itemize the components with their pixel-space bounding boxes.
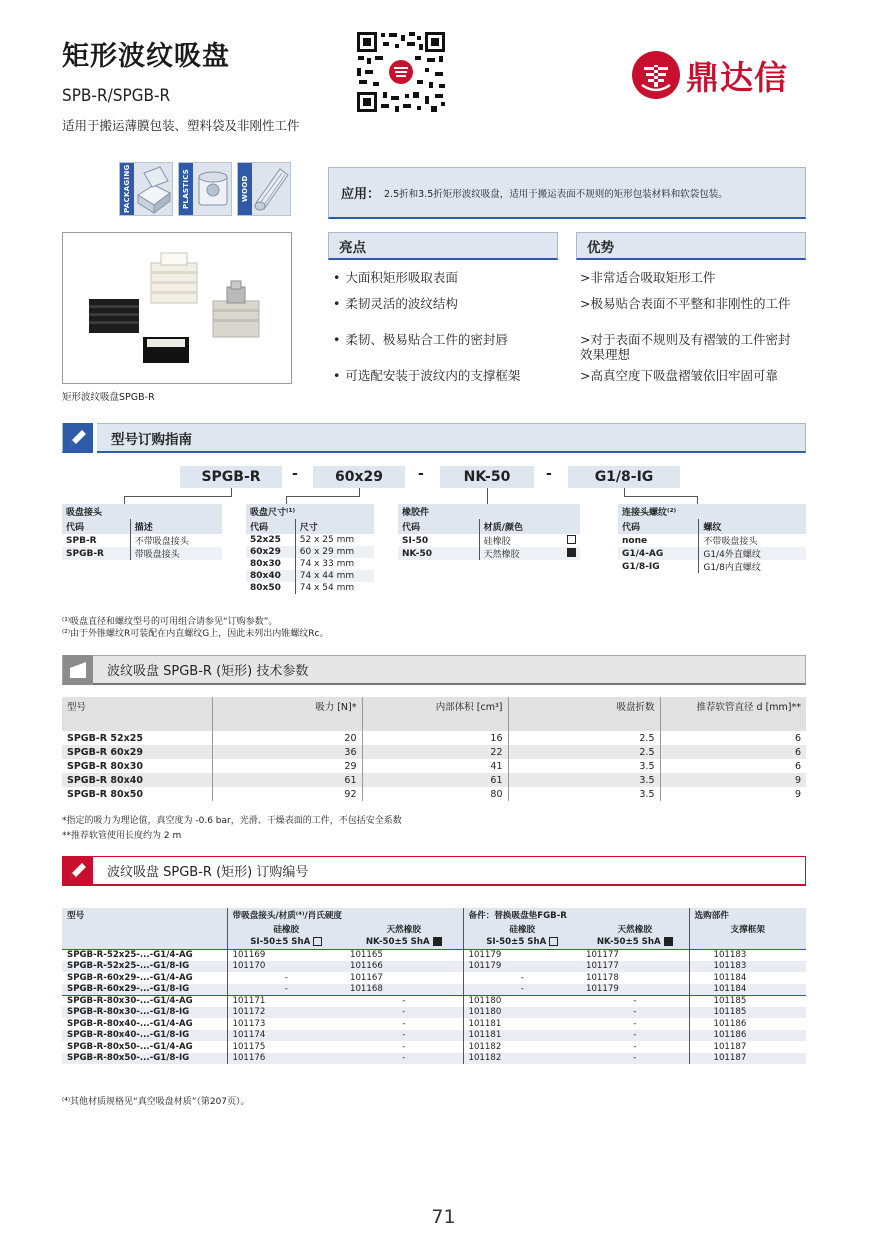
cell: 101179 [463, 961, 581, 973]
cell: SPGB-R-52x25-...-G1/8-IG [62, 961, 227, 973]
advantage-item: >非常适合吸取矩形工件 [580, 270, 716, 285]
cell: 不带吸盘接头 [130, 534, 222, 547]
cell: SPGB-R 52x25 [67, 732, 143, 744]
cell: 101186 [689, 1030, 806, 1042]
group-title: 吸盘接头 [62, 504, 222, 519]
qr-code [355, 30, 447, 114]
cell: SPGB-R 60x29 [62, 745, 212, 759]
application-box [328, 167, 806, 219]
cell: - [402, 1018, 406, 1029]
cell: 36 [212, 745, 362, 759]
col-header: 代码 [618, 519, 699, 534]
cell: 74 x 33 mm [295, 558, 374, 570]
col-header: 天然橡胶 [581, 922, 689, 936]
col-header: SI-50±5 ShA [250, 937, 311, 948]
cell: SPGB-R-52x25-...-G1/4-AG [62, 949, 227, 961]
order-guide-header [62, 423, 806, 453]
code-dash: - [292, 466, 298, 482]
category-wood [237, 162, 291, 216]
cell: 101184 [689, 984, 806, 996]
cell: 52x25 [250, 535, 281, 545]
advantages-header: 优势 [576, 232, 806, 260]
connector-line [359, 488, 360, 496]
cell: - [227, 972, 345, 984]
cell: 92 [212, 787, 362, 801]
cell: 101187 [689, 1041, 806, 1053]
col-header: SI-50±5 ShA [486, 937, 547, 948]
code-dash: - [418, 466, 424, 482]
silicone-swatch-icon [549, 937, 558, 946]
cell: 9 [660, 773, 806, 787]
col-header: NK-50±5 ShA [596, 937, 661, 948]
cell: 101185 [689, 1007, 806, 1019]
cell: SPGB-R-60x29-...-G1/4-AG [67, 972, 193, 983]
page-number: 71 [431, 1206, 456, 1228]
application-text: 2.5折和3.5折矩形波纹吸盘，适用于搬运表面不规则的矩形包装材料和软袋包装。 [384, 188, 728, 200]
cell: 6 [660, 731, 806, 745]
size-table [246, 504, 374, 594]
col-header: NK-50±5 ShA [365, 937, 430, 948]
advantage-item: >对于表面不规则及有褶皱的工件密封效果理想 [580, 332, 791, 362]
cell: 2.5 [508, 731, 660, 745]
cell: 101182 [463, 1041, 581, 1053]
cell: G1/4外直螺纹 [699, 547, 806, 560]
tech-note-2: **推荐软管使用长度约为 2 m [62, 831, 182, 841]
col-header: 支撑框架 [689, 922, 806, 936]
col-header: 选购部件 [689, 908, 806, 922]
code-thread: G1/8-IG [568, 466, 680, 488]
cell: 80x30 [250, 559, 281, 569]
col-header: 代码 [246, 519, 295, 534]
cell: 101185 [689, 995, 806, 1007]
col-header: 代码 [398, 519, 479, 534]
cell: 80x50 [250, 583, 281, 593]
cell: 3.5 [508, 759, 660, 773]
cell: 101180 [463, 1007, 581, 1019]
cell: - [633, 1041, 637, 1052]
material-table [398, 504, 580, 560]
cell: SPGB-R-80x50-...-G1/4-AG [67, 1041, 193, 1052]
col-header: 备件：替换吸盘垫FGB-R [463, 908, 689, 922]
connector-line [124, 496, 125, 504]
cell: SPB-R [66, 535, 97, 546]
cell: 101183 [689, 961, 806, 973]
cell: 101179 [581, 984, 689, 996]
cell: 60x29 [246, 546, 295, 558]
col-header: 内部体积 [cm³] [362, 697, 508, 731]
cell: G1/8内直螺纹 [699, 560, 806, 573]
cell: 101173 [227, 1018, 345, 1030]
cell: - [581, 1007, 689, 1019]
order-footnote: ⁽⁴⁾其他材质规格见“真空吸盘材质”（第207页）。 [62, 1097, 250, 1107]
cell: - [345, 995, 463, 1007]
code-connector: SPGB-R [180, 466, 282, 488]
order-table [62, 908, 806, 1064]
cell: - [345, 1053, 463, 1065]
cell: 101166 [345, 961, 463, 973]
cell: 101174 [227, 1030, 345, 1042]
category-label: PLASTICS [179, 163, 193, 215]
cell: 101170 [227, 961, 345, 973]
col-header: 天然橡胶 [345, 922, 463, 936]
cell: - [345, 1007, 463, 1019]
col-header: 型号 [62, 697, 212, 731]
cell: 101179 [463, 949, 581, 961]
cell: - [633, 1018, 637, 1029]
pencil-icon [63, 856, 93, 886]
cell: 3.5 [508, 773, 660, 787]
category-label: PACKAGING [120, 163, 134, 215]
advantage-item: >高真空度下吸盘褶皱依旧牢固可靠 [580, 368, 778, 383]
cell: - [402, 1041, 406, 1052]
cell: SPGB-R-80x50-...-G1/8-IG [62, 1053, 227, 1065]
cell: 3.5 [508, 787, 660, 801]
cell: 2.5 [508, 745, 660, 759]
cell: 101178 [586, 972, 619, 983]
cell: 60 x 29 mm [295, 546, 374, 558]
code-material: NK-50 [440, 466, 534, 488]
cell: 101180 [463, 995, 581, 1007]
footnote-2: ⁽²⁾由于外锥螺纹R可装配在内直螺纹G上，因此未列出内锥螺纹Rc。 [62, 629, 329, 639]
code-dash: - [546, 466, 552, 482]
plastics-icon [193, 163, 233, 215]
cell: 天然橡胶 [483, 550, 520, 560]
natural-rubber-swatch-icon [664, 937, 673, 946]
cell: 6 [660, 745, 806, 759]
cell: - [463, 984, 581, 996]
highlight-item: • 柔韧、极易贴合工件的密封唇 [333, 332, 563, 347]
group-title: 橡胶件 [398, 504, 580, 519]
connector-table [62, 504, 222, 560]
cell: SPGB-R 80x40 [62, 773, 212, 787]
cell: SPGB-R 80x50 [67, 788, 143, 800]
cell: SPGB-R-80x40-...-G1/4-AG [67, 1018, 193, 1029]
cell: 22 [362, 745, 508, 759]
connector-line [124, 496, 232, 497]
cell: G1/4-AG [618, 547, 699, 560]
cell: 52 x 25 mm [295, 534, 374, 546]
cell: 74 x 44 mm [295, 570, 374, 582]
cell: SPGB-R-60x29-...-G1/8-IG [62, 984, 227, 996]
cell: - [581, 1053, 689, 1065]
cell: 101177 [581, 961, 689, 973]
col-header: 代码 [62, 519, 130, 534]
cell: SPGB-R 80x30 [67, 760, 143, 772]
natural-rubber-swatch-icon [567, 548, 576, 557]
order-header [62, 856, 806, 886]
connector-line [697, 496, 698, 504]
cell: 101177 [581, 949, 689, 961]
col-header: 吸盘折数 [508, 697, 660, 731]
order-guide-title: 型号订购指南 [111, 431, 192, 448]
col-header: 尺寸 [295, 519, 374, 534]
cell: 20 [212, 731, 362, 745]
cell: 101165 [345, 949, 463, 961]
brand-logo [632, 50, 788, 100]
cell: 74 x 54 mm [295, 582, 374, 594]
cell: SPGB-R-80x40-...-G1/8-IG [62, 1030, 227, 1042]
cell: 硅橡胶 [483, 537, 511, 547]
highlights-header: 亮点 [328, 232, 558, 260]
highlight-item: • 可选配安装于波纹内的支撑框架 [333, 368, 563, 383]
cell: 101183 [689, 949, 806, 961]
footnote-1: ⁽¹⁾吸盘直径和螺纹型号的可用组合请参见“订购参数”。 [62, 617, 278, 627]
code-size: 60x29 [313, 466, 405, 488]
cell: 6 [660, 759, 806, 773]
col-header: 硅橡胶 [227, 922, 345, 936]
cell: none [622, 535, 648, 546]
cell: 41 [362, 759, 508, 773]
cell: - [581, 1030, 689, 1042]
col-header: 吸力 [N]* [212, 697, 362, 731]
product-photo [62, 232, 292, 384]
cell: NK-50 [398, 547, 479, 560]
cell: 101182 [463, 1053, 581, 1065]
cell: 9 [660, 787, 806, 801]
cell: 101184 [689, 972, 806, 984]
advantage-item: >极易贴合表面不平整和非刚性的工件 [580, 296, 791, 311]
cell: SI-50 [402, 535, 429, 546]
packaging-icon [134, 163, 174, 215]
order-title: 波纹吸盘 SPGB-R (矩形) 订购编号 [107, 865, 309, 880]
col-header: 推荐软管直径 d [mm]** [660, 697, 806, 731]
divider [93, 423, 97, 453]
tech-title: 波纹吸盘 SPGB-R (矩形) 技术参数 [107, 664, 309, 679]
col-header: 螺纹 [699, 519, 806, 534]
cell: 61 [362, 773, 508, 787]
tech-header [62, 655, 806, 685]
natural-rubber-swatch-icon [433, 937, 442, 946]
cell: 101181 [463, 1030, 581, 1042]
category-plastics [178, 162, 232, 216]
connector-line [487, 488, 488, 504]
tech-table [62, 697, 806, 801]
col-header: 材质/颜色 [479, 519, 580, 534]
highlight-item: • 柔韧灵活的波纹结构 [333, 296, 563, 311]
cell: 80 [362, 787, 508, 801]
cell: 16 [362, 731, 508, 745]
cell: 101186 [689, 1018, 806, 1030]
cell: 101167 [350, 972, 383, 983]
cell: 带吸盘接头 [130, 547, 222, 560]
cell: SPGB-R [62, 547, 130, 560]
col-header: 带吸盘接头/材质⁽⁴⁾/肖氏硬度 [227, 908, 463, 922]
category-packaging [119, 162, 173, 216]
pencil-icon [63, 423, 93, 453]
cell: 101187 [689, 1053, 806, 1065]
chart-icon [63, 655, 93, 685]
cell: SPGB-R-80x30-...-G1/4-AG [62, 995, 227, 1007]
cell: G1/8-IG [622, 561, 660, 572]
cell: 101176 [227, 1053, 345, 1065]
cell: 29 [212, 759, 362, 773]
group-title: 连接头螺纹⁽²⁾ [618, 504, 806, 519]
cell: 101169 [227, 949, 345, 961]
group-title: 吸盘尺寸⁽¹⁾ [246, 504, 374, 519]
col-header: 描述 [130, 519, 222, 534]
wood-icon [252, 163, 292, 215]
cell: 101172 [227, 1007, 345, 1019]
cell: 101168 [345, 984, 463, 996]
photo-caption: 矩形波纹吸盘SPGB-R [62, 392, 155, 403]
brand-name: 鼎达信 [686, 57, 788, 97]
application-label: 应用： [341, 187, 381, 202]
cell: 80x40 [246, 570, 295, 582]
brand-emblem-icon [632, 51, 680, 99]
tech-note-1: *指定的吸力为理论值，真空度为 -0.6 bar，光滑、干燥表面的工件，不包括安全系数 [62, 816, 402, 826]
cell: 101171 [227, 995, 345, 1007]
model-name: SPB-R/SPGB-R [62, 86, 171, 106]
cell: - [463, 972, 581, 984]
cell: 61 [212, 773, 362, 787]
cell: - [227, 984, 345, 996]
connector-line [286, 496, 360, 497]
cell: 101181 [463, 1018, 581, 1030]
silicone-swatch-icon [567, 535, 576, 544]
cell: 不带吸盘接头 [699, 534, 806, 547]
highlight-item: • 大面积矩形吸取表面 [333, 270, 563, 285]
cell: SPGB-R-80x30-...-G1/8-IG [62, 1007, 227, 1019]
cell: - [345, 1030, 463, 1042]
connector-line [231, 488, 232, 496]
category-label: WOOD [238, 163, 252, 215]
connector-line [286, 496, 287, 504]
col-header: 硅橡胶 [463, 922, 581, 936]
page-title: 矩形波纹吸盘 [62, 41, 230, 72]
page-subtitle: 适用于搬运薄膜包装、塑料袋及非刚性工件 [62, 118, 300, 133]
cell: 101175 [227, 1041, 345, 1053]
cell: - [581, 995, 689, 1007]
silicone-swatch-icon [313, 937, 322, 946]
connector-line [624, 488, 625, 496]
connector-line [624, 496, 698, 497]
thread-table [618, 504, 806, 573]
col-header: 型号 [62, 908, 227, 922]
